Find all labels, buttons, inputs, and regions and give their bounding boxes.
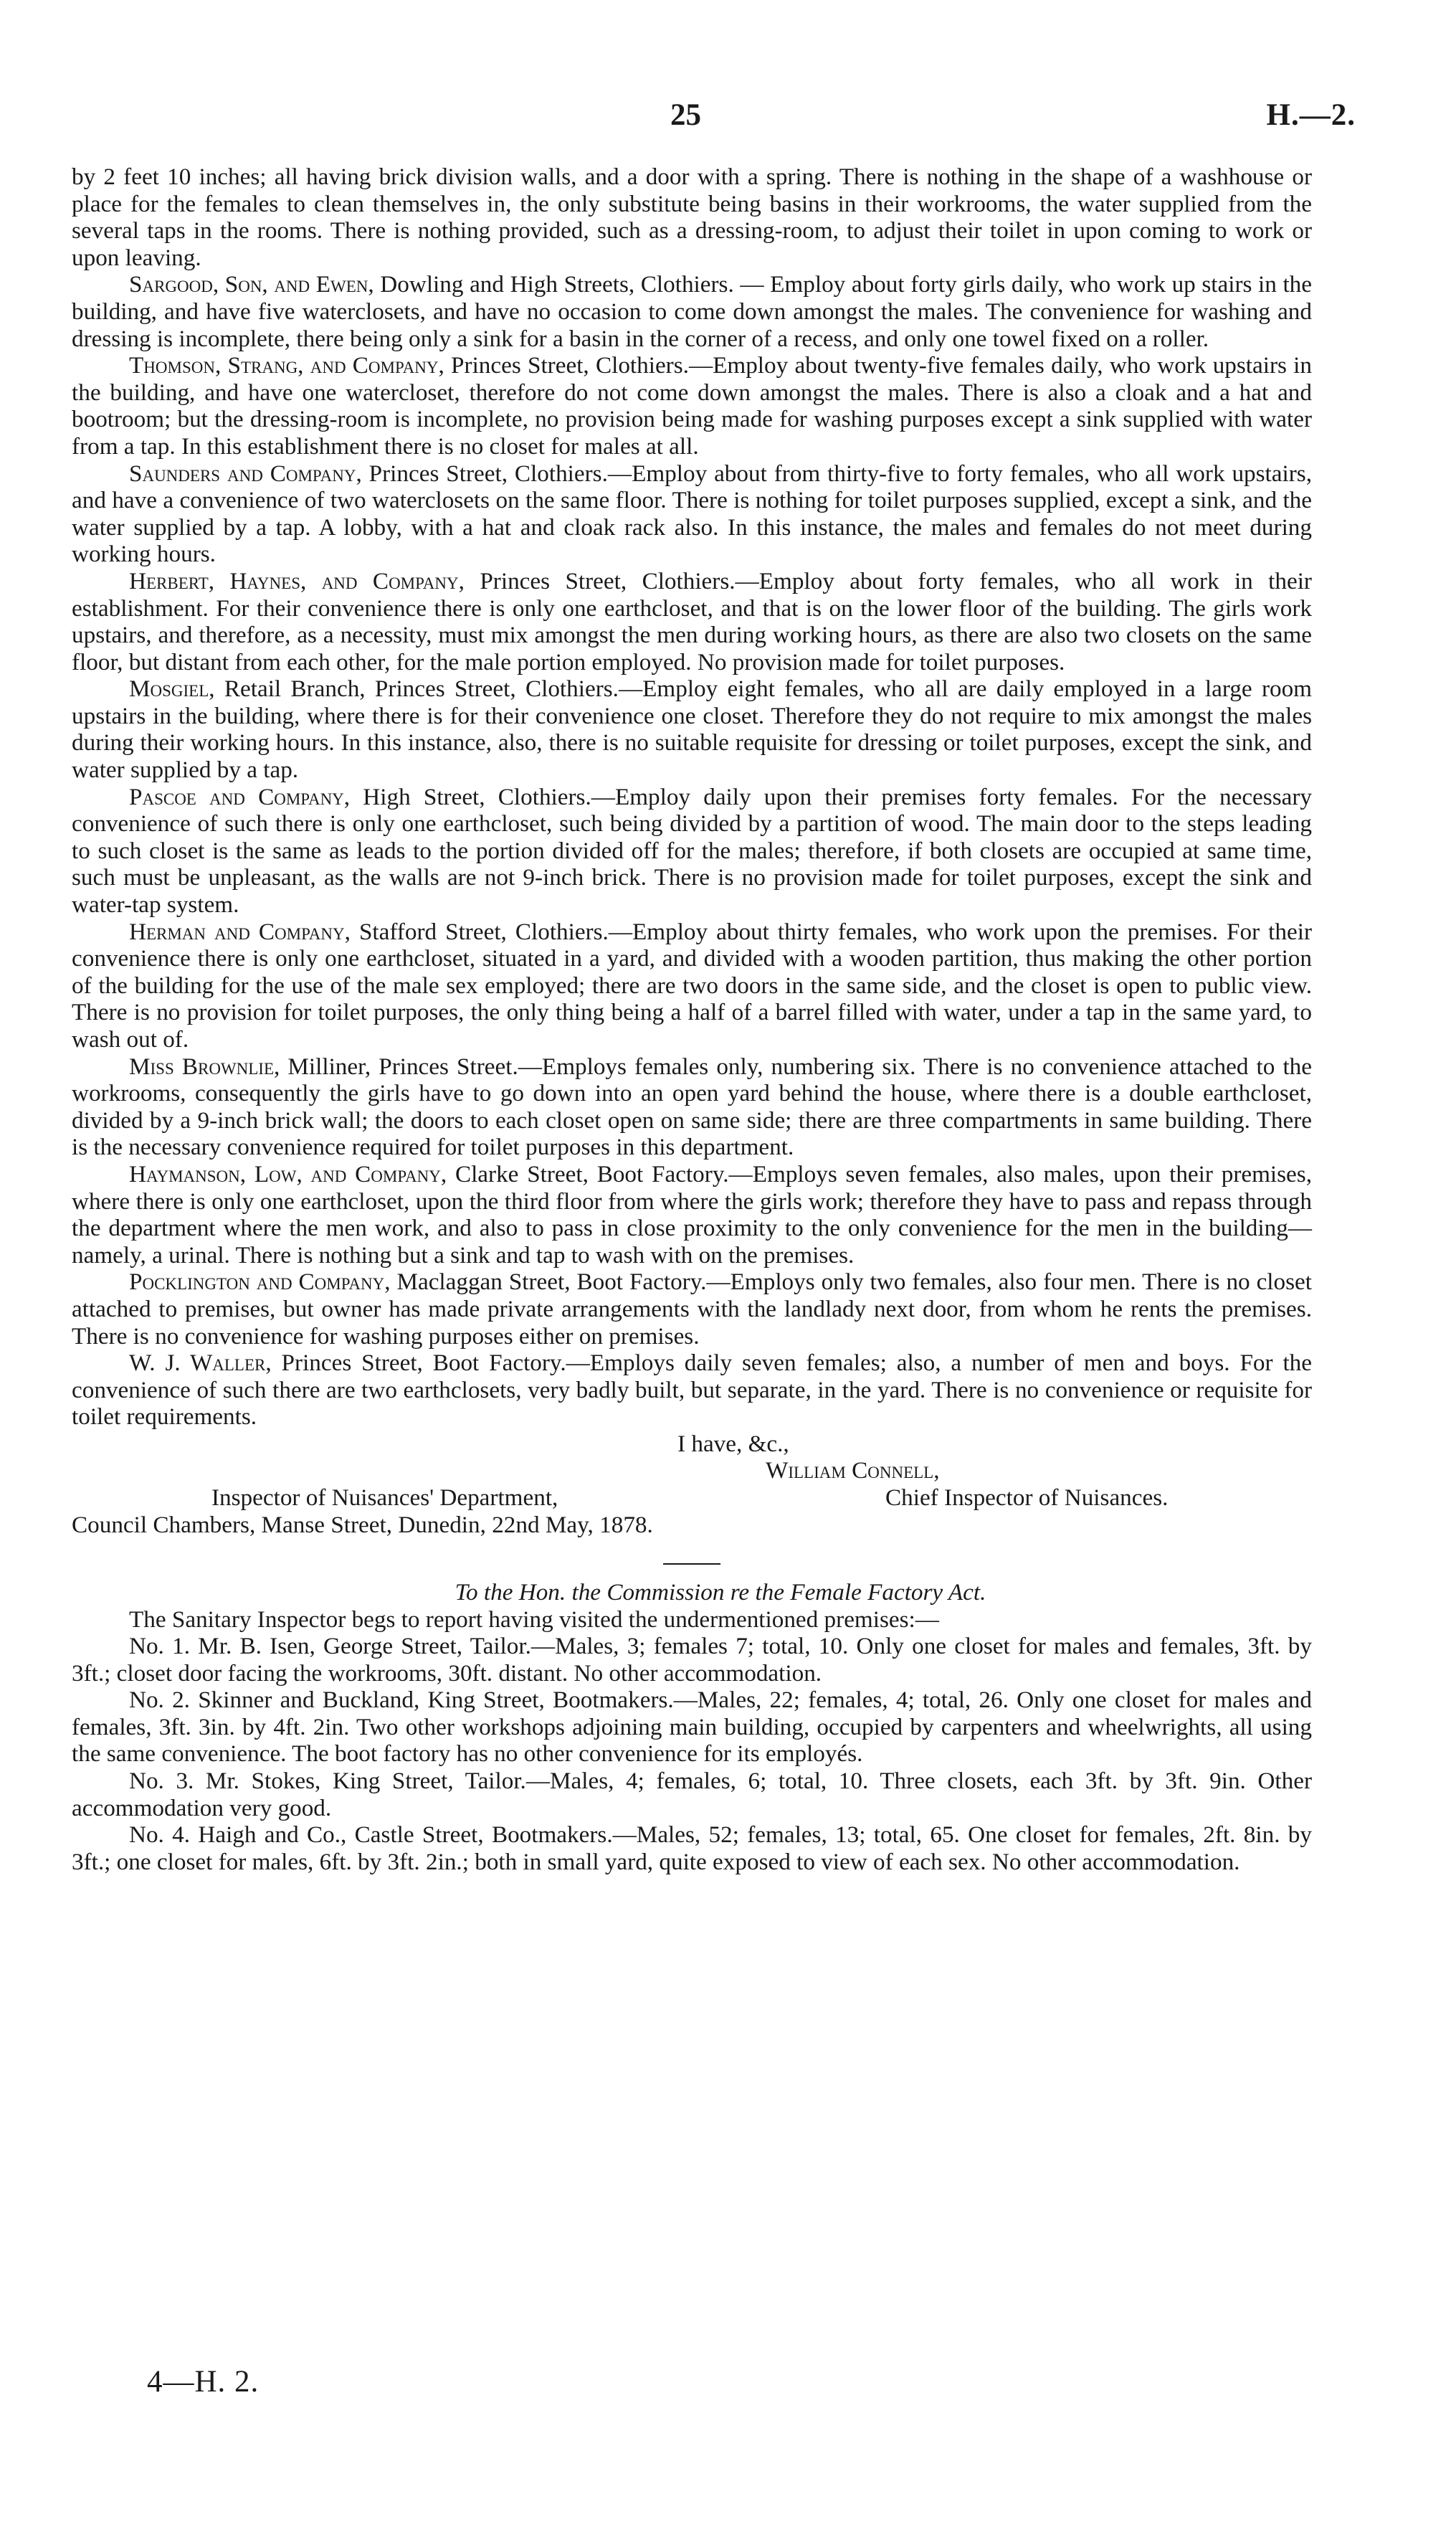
- paragraph-text: Dowling and High Streets, Clothiers. — Employ about forty girls daily, who work up stairs in the building, and have five waterclosets, and have no occasion to come down amongst the males. The convenience for washing and dressing is incomplete, there being only a sink for a basin in the corner of a recess, and only one towel fixed on a roller.: [72, 271, 1312, 352]
- paragraph-pascoe: [72, 784, 1312, 919]
- paragraph-text: Milliner, Princes Street.—Employs females only, numbering six. There is no convenience attached to the workrooms, consequently the girls have to go down into an open yard behind the house, where there is a double earthcloset, divided by a 9-inch brick wall; the doors to each closet open on same side; there are three compartments in same building. There is the necessary convenience required for toilet purposes in this department.: [72, 1053, 1312, 1161]
- list-item: No. 4. Haigh and Co., Castle Street, Bootmakers.—Males, 52; females, 13; total, 65. One closet for females, 2ft. 8in. by 3ft.; one closet for males, 6ft. by 3ft. 2in.; both in small yard, quite exposed to view of each sex. No other accommodation.: [72, 1821, 1312, 1875]
- paragraph-text: Princes Street, Clothiers.—Employ about forty females, who all work in their establishment. For their convenience there is only one earthcloset, and that is on the lower floor of the building. The girls work upstairs, and therefore, as a necessity, must mix amongst the men during working hours, as there are also two closets on the same floor, but distant from each other, for the male portion employed. No provision made for toilet purposes.: [72, 567, 1312, 675]
- closing-line: I have, &c.,: [677, 1430, 789, 1457]
- series-code: H.—2.: [1266, 98, 1356, 132]
- paragraph-herman: [72, 919, 1312, 1053]
- paragraph-herbert: [72, 568, 1312, 675]
- firm-name: Haymanson, Low, and Company,: [129, 1160, 447, 1187]
- paragraph-sargood: [72, 271, 1312, 352]
- paragraph-text: Clarke Street, Boot Factory.—Employs seven females, also males, upon their premises, where there is only one earthcloset, upon the third floor from where the girls work; therefore they have to pass and repass through the department where the men work, and also to pass in close proximity to the only convenience for the men in the building—namely, a urinal. There is nothing but a sink and tap to wash with on the premises.: [72, 1160, 1312, 1269]
- list-item: No. 2. Skinner and Buckland, King Street, Bootmakers.—Males, 22; females, 4; total, 26. Only one closet for males and females, 3ft. 3in. by 4ft. 2in. Two other workshops adjoining main building, occupied by carpenters and wheelwrights, all using the same convenience. The boot factory has no other convenience for its employés.: [72, 1687, 1312, 1768]
- paragraph-text: Princes Street, Clothiers.—Employ about twenty-five females daily, who work upstairs in the building, and have one watercloset, therefore do not come down amongst the males. There is also a cloak and a hat and bootroom; but the dressing-room is incomplete, no provision being made for washing purposes except a sink supplied with water from a tap. In this establishment there is no closet for males at all.: [72, 352, 1313, 460]
- paragraph-text: Stafford Street, Clothiers.—Employ about thirty females, who work upon the premises. For their convenience there is only one earthcloset, situated in a yard, and divided with a wooden partition, thus making the other portion of the building for the use of the male sex employed; there are two doors in the same side, and the closet is open to public view. There is no provision for toilet purposes, the only thing being a half of a barrel filled with water, under a tap in the same yard, to wash out of.: [72, 918, 1312, 1053]
- firm-name: Saunders and Company,: [129, 460, 362, 487]
- place-date: Council Chambers, Manse Street, Dunedin, 22nd May, 1878.: [72, 1511, 653, 1538]
- second-report-intro: The Sanitary Inspector begs to report having visited the undermentioned premises:—: [129, 1606, 939, 1633]
- paragraph-thomson: [72, 352, 1312, 460]
- paragraph-mosgiel: [72, 675, 1312, 783]
- signer-title: Chief Inspector of Nuisances.: [885, 1484, 1169, 1511]
- paragraph-text: High Street, Clothiers.—Employ daily upon their premises forty females. For the necessary convenience of such there is only one earthcloset, such being divided by a partition of wood. The main door to the steps leading to such closet is the same as leads to the portion divided off for the males; therefore, if both closets are occupied at same time, such must be unpleasant, as the walls are not 9-inch brick. There is no provision made for toilet purposes, except the sink and water-tap system.: [72, 783, 1312, 919]
- paragraph-continuation: by 2 feet 10 inches; all having brick division walls, and a door with a spring. There is nothing in the shape of a washhouse or place for the females to clean themselves in, the only substitute being basins in their workrooms, the water supplied from the several taps in the rooms. There is nothing provided, such as a dressing-room, to adjust their toilet in upon coming to work or upon leaving.: [72, 163, 1312, 271]
- paragraph-text: Princes Street, Boot Factory.—Employs daily seven females; also, a number of men and boys. For the convenience of such there are two earthclosets, very badly built, but separate, in the yard. There is no convenience or requisite for toilet requirements.: [72, 1350, 1312, 1431]
- firm-name: Pascoe and Company,: [129, 783, 351, 810]
- page-number: 25: [670, 98, 701, 132]
- paragraph-text: Princes Street, Clothiers.—Employ about from thirty-five to forty females, who all work upstairs, and have a convenience of two waterclosets on the same floor. There is nothing for toilet purposes supplied, except a sink, and the water supplied by a tap. A lobby, with a hat and cloak rack also. In this instance, the males and females do not meet during working hours.: [72, 460, 1312, 568]
- firm-name: Herbert, Haynes, and Company,: [129, 567, 465, 594]
- report-body: [72, 163, 1312, 1875]
- paragraph-saunders: [72, 460, 1312, 568]
- paragraph-text: Retail Branch, Princes Street, Clothiers.—Employ eight females, who all are daily employed in a large room upstairs in the building, where there is for their convenience one closet. Therefore they do not require to mix amongst the males during their working hours. In this instance, also, there is no suitable requisite for dressing or toilet purposes, except the sink, and water supplied by a tap.: [72, 675, 1312, 784]
- firm-name: Thomson, Strang, and Company,: [129, 352, 444, 379]
- section-divider: [663, 1563, 720, 1565]
- firm-name: W. J. Waller,: [129, 1350, 272, 1377]
- department-line: Inspector of Nuisances' Department,: [211, 1484, 558, 1511]
- firm-name: Sargood, Son, and Ewen,: [129, 271, 374, 298]
- paragraph-pocklington: [72, 1269, 1312, 1350]
- list-item: No. 3. Mr. Stokes, King Street, Tailor.—Males, 4; females, 6; total, 10. Three closets, each 3ft. by 3ft. 9in. Other accommodation very good.: [72, 1768, 1312, 1821]
- page-header: [0, 98, 1456, 133]
- list-item: No. 1. Mr. B. Isen, George Street, Tailor.—Males, 3; females 7; total, 10. Only one closet for males and females, 3ft. by 3ft.; closet door facing the workrooms, 30ft. distant. No other accommodation.: [72, 1633, 1312, 1687]
- signature-block: [72, 1431, 1312, 1539]
- paragraph-waller: [72, 1350, 1312, 1431]
- signature-mark: 4—H. 2.: [147, 2365, 260, 2399]
- paragraph-text: Maclaggan Street, Boot Factory.—Employs only two females, also four men. There is no closet attached to premises, but owner has made private arrangements with the landlady next door, from whom he rents the premises. There is no convenience for washing purposes either on premises.: [72, 1269, 1312, 1350]
- signer-name: William Connell,: [766, 1456, 940, 1484]
- firm-name: Pocklington and Company,: [129, 1269, 391, 1296]
- firm-name: Miss Brownlie,: [129, 1053, 280, 1080]
- second-report-heading: To the Hon. the Commission re the Female Factory Act.: [455, 1578, 986, 1606]
- paragraph-haymanson: [72, 1161, 1312, 1269]
- paragraph-brownlie: [72, 1053, 1312, 1161]
- firm-name: Mosgiel,: [129, 675, 215, 703]
- firm-name: Herman and Company,: [129, 918, 351, 945]
